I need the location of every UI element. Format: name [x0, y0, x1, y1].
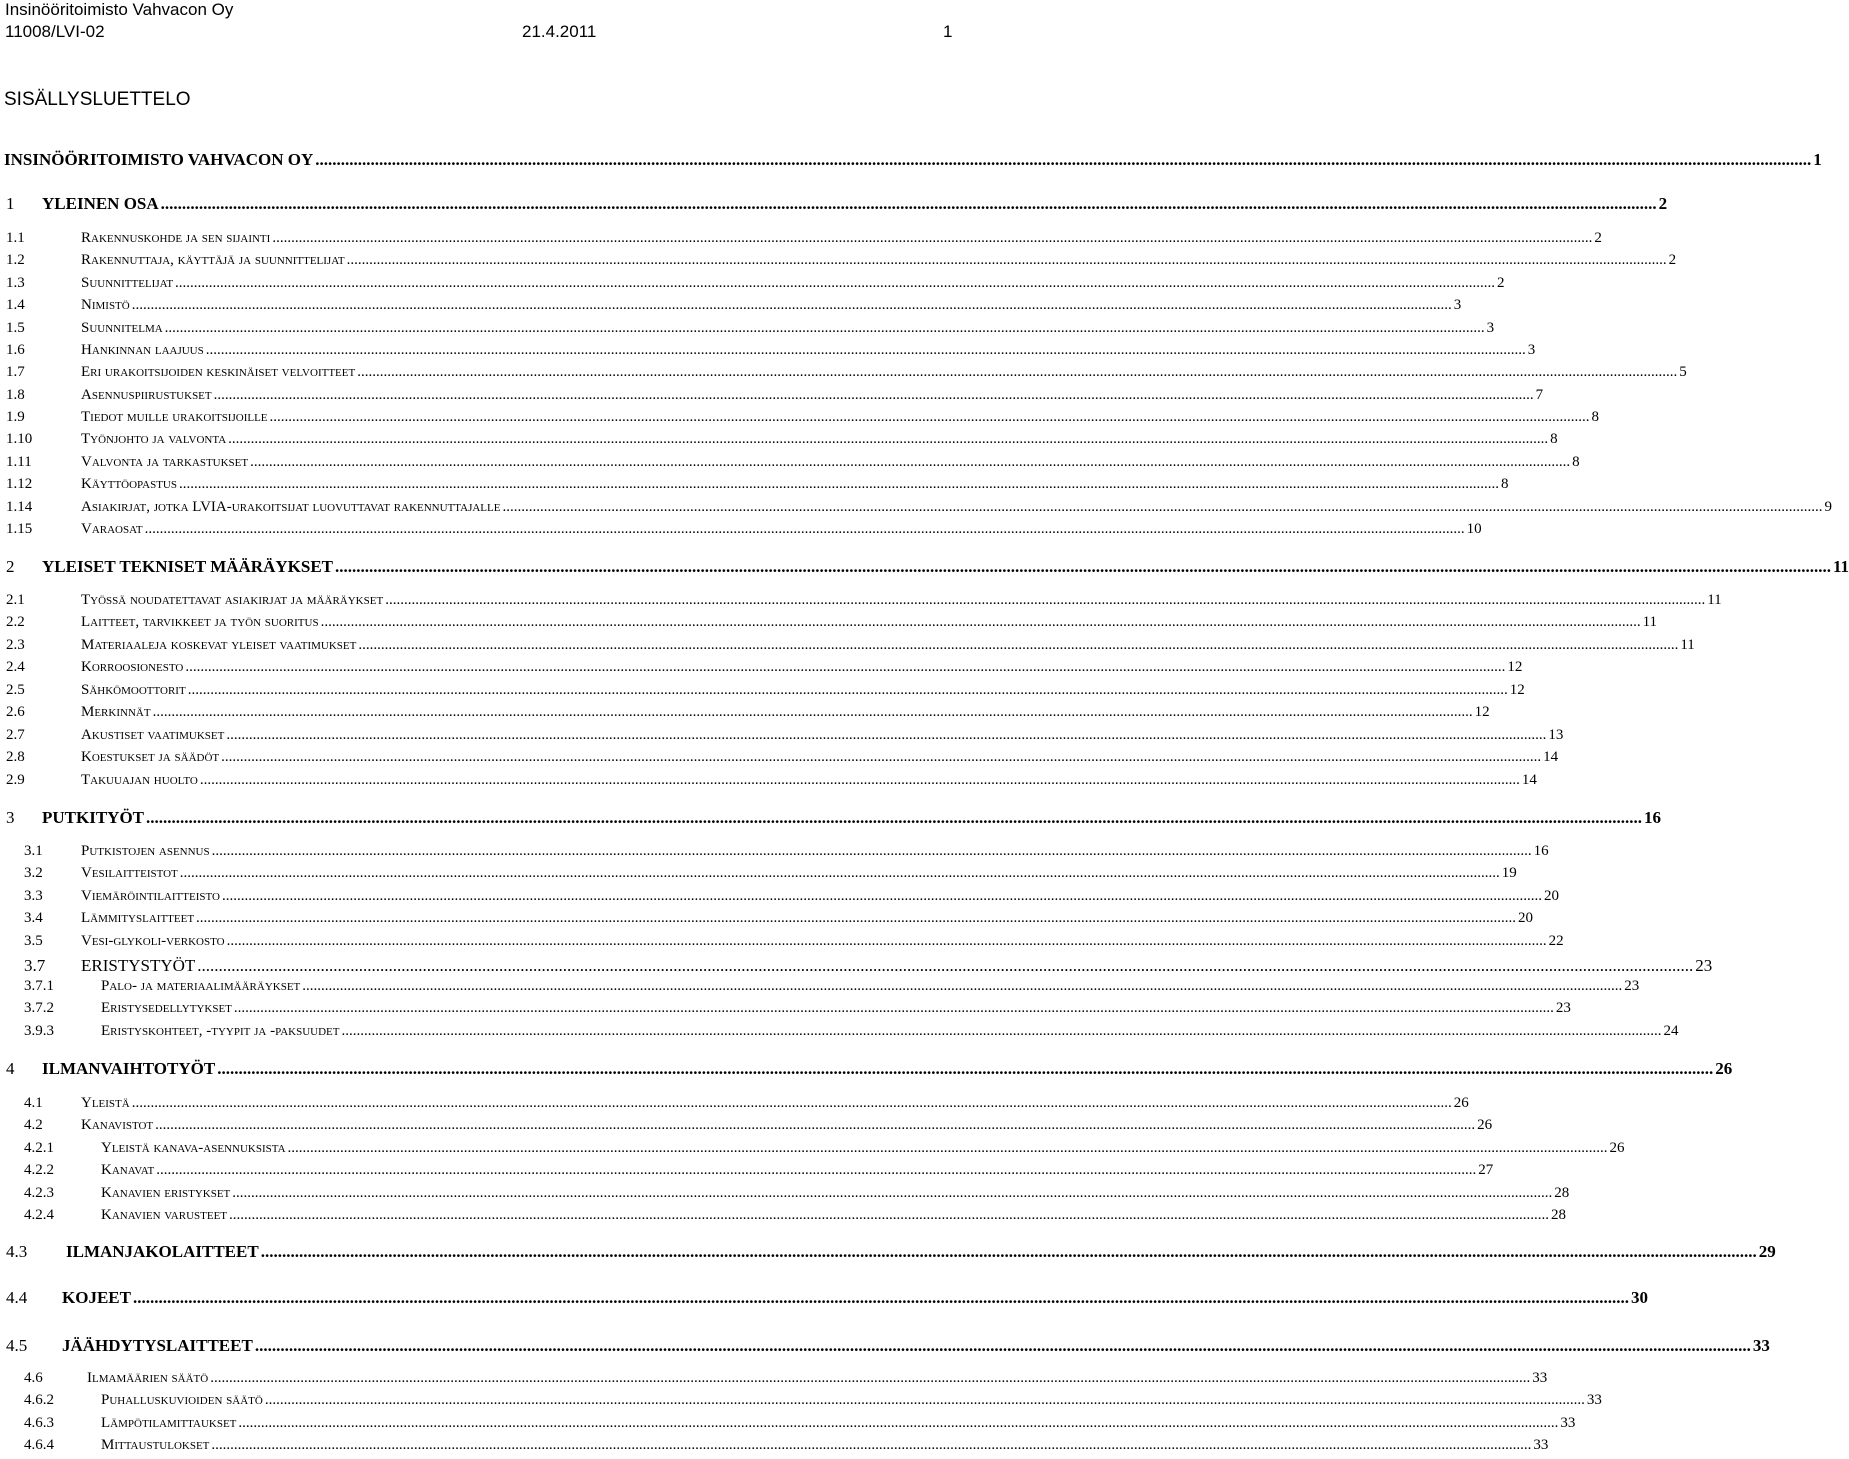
toc-entry-number: 2.8: [6, 749, 25, 765]
toc-leader-dots: [212, 843, 1532, 860]
toc-entry-number: 1.11: [6, 454, 32, 470]
toc-entry-title: Suunnitelma: [81, 320, 163, 336]
toc-entry-title: Eristyskohteet, -tyypit ja -paksuudet: [101, 1023, 340, 1039]
toc-entry-page: 10: [1466, 521, 1482, 537]
toc-entry[interactable]: [0, 275, 1505, 297]
toc-leader-dots: [221, 749, 1541, 766]
toc-leader-dots: [228, 431, 1548, 448]
toc-entry[interactable]: [0, 320, 1495, 342]
toc-entry-page: 11: [1642, 614, 1658, 630]
toc-entry-title: Kanavien eristykset: [101, 1185, 231, 1201]
toc-entry-page: 1: [1813, 150, 1822, 169]
toc-leader-dots: [145, 521, 1465, 538]
toc-leader-dots: [188, 682, 1508, 699]
toc-entry[interactable]: [0, 297, 1462, 319]
toc-entry-number: 3.3: [24, 888, 43, 904]
toc-entry[interactable]: [0, 933, 1564, 955]
toc-entry-number: 1.10: [6, 431, 33, 447]
toc-entry[interactable]: [0, 1415, 1576, 1437]
toc-entry-title: Palo- ja materiaalimääräykset: [101, 978, 301, 994]
toc-entry-number: 1.9: [6, 409, 25, 425]
toc-entry[interactable]: [0, 1207, 1567, 1229]
toc-entry-page: 13: [1548, 727, 1564, 743]
toc-entry-number: 1.5: [6, 320, 25, 336]
toc-entry-page: 16: [1533, 843, 1549, 859]
toc-entry-page: 11: [1707, 592, 1722, 608]
toc-entry[interactable]: [0, 1023, 1679, 1045]
toc-leader-dots: [341, 1023, 1661, 1040]
toc-leader-dots: [132, 1095, 1452, 1112]
toc-entry-number: 1.3: [6, 275, 25, 291]
toc-entry-page: 33: [1752, 1336, 1770, 1355]
toc-entry-page: 20: [1543, 888, 1559, 904]
toc-entry-page: 24: [1663, 1023, 1679, 1039]
toc-entry-number: 4.6.4: [24, 1437, 54, 1453]
toc-entry-page: 23: [1695, 956, 1713, 975]
toc-leader-dots: [133, 1288, 1629, 1308]
toc-entry-title: Asiakirjat, jotka LVIA-urakoitsijat luovuttavat rakennuttajalle: [81, 499, 501, 515]
toc-entry-number: 4.2.2: [24, 1162, 54, 1178]
toc-entry-title: INSINÖÖRITOIMISTO VAHVACON OY: [4, 150, 314, 169]
toc-entry-title: Hankinnan laajuus: [81, 342, 204, 358]
toc-leader-dots: [250, 454, 1570, 471]
toc-entry-page: 30: [1630, 1288, 1648, 1307]
toc-leader-dots: [165, 320, 1485, 337]
toc-entry-page: 14: [1543, 749, 1559, 765]
toc-leader-dots: [222, 888, 1542, 905]
toc-leader-dots: [502, 499, 1822, 516]
toc-leader-dots: [302, 978, 1622, 995]
toc-leader-dots: [161, 194, 1657, 214]
toc-entry[interactable]: [0, 252, 1677, 274]
toc-entry-title: Työnjohto ja valvonta: [81, 431, 227, 447]
toc-entry-page: 26: [1477, 1117, 1493, 1133]
toc-leader-dots: [196, 910, 1516, 927]
toc-entry-number: 3.2: [24, 865, 43, 881]
toc-entry[interactable]: [0, 704, 1490, 726]
toc-entry-title: Nimistö: [81, 297, 130, 313]
toc-entry[interactable]: [0, 1059, 1733, 1081]
toc-entry-number: 1.2: [6, 252, 25, 268]
toc-entry-title: Akustiset vaatimukset: [81, 727, 225, 743]
toc-entry-number: 4: [6, 1059, 15, 1078]
toc-entry-number: 1.6: [6, 342, 25, 358]
toc-entry[interactable]: [0, 1336, 1770, 1358]
toc-entry-page: 2: [1497, 275, 1505, 291]
toc-entry-page: 26: [1609, 1140, 1625, 1156]
toc-leader-dots: [234, 1000, 1554, 1017]
toc-entry-title: Mittaustulokset: [101, 1437, 210, 1453]
toc-entry-number: 2.2: [6, 614, 25, 630]
toc-entry[interactable]: [0, 1162, 1494, 1184]
toc-leader-dots: [261, 1242, 1757, 1262]
toc-entry-number: 4.5: [6, 1336, 28, 1355]
toc-entry-number: 4.6.3: [24, 1415, 54, 1431]
toc-entry-page: 26: [1453, 1095, 1469, 1111]
toc-entry-title: ERISTYSTYÖT: [81, 956, 196, 975]
toc-entry-number: 1.15: [6, 521, 33, 537]
toc-entry[interactable]: [0, 150, 1822, 172]
toc-entry[interactable]: [0, 1288, 1648, 1310]
toc-entry[interactable]: [0, 808, 1662, 830]
toc-entry-page: 12: [1509, 682, 1525, 698]
toc-entry-page: 28: [1554, 1185, 1570, 1201]
toc-entry-page: 28: [1551, 1207, 1567, 1223]
toc-entry-number: 4.2.1: [24, 1140, 54, 1156]
toc-entry-number: 3: [6, 808, 15, 827]
toc-entry[interactable]: [0, 409, 1600, 431]
toc-entry[interactable]: [0, 910, 1534, 932]
toc-entry-page: 11: [1833, 557, 1849, 576]
toc-entry-page: 5: [1679, 364, 1687, 380]
toc-entry-title: Yleistä: [81, 1095, 130, 1111]
toc-entry-number: 4.2.4: [24, 1207, 54, 1223]
toc-entry-page: 7: [1535, 387, 1544, 403]
toc-leader-dots: [232, 1185, 1552, 1202]
toc-entry[interactable]: [0, 659, 1523, 681]
toc-entry-page: 33: [1560, 1415, 1576, 1431]
toc-entry[interactable]: [0, 194, 1668, 216]
toc-entry-page: 22: [1548, 933, 1564, 949]
toc-leader-dots: [288, 1140, 1608, 1157]
toc-entry-page: 29: [1758, 1242, 1776, 1261]
toc-entry-title: Lämpötilamittaukset: [101, 1415, 237, 1431]
toc-entry-number: 4.2.3: [24, 1185, 54, 1201]
toc-entry-number: 3.7: [24, 956, 46, 975]
toc-entry[interactable]: [0, 1140, 1625, 1162]
toc-entry-title: Merkinnät: [81, 704, 151, 720]
toc-entry-page: 33: [1586, 1392, 1602, 1408]
toc-entry-title: Varaosat: [81, 521, 143, 537]
toc-leader-dots: [358, 637, 1678, 654]
toc-leader-dots: [214, 387, 1534, 404]
toc-entry-number: 2.7: [6, 727, 25, 743]
toc-leader-dots: [200, 772, 1520, 789]
toc-entry[interactable]: [0, 1117, 1493, 1139]
toc-entry-title: Sähkömoottorit: [81, 682, 186, 698]
toc-leader-dots: [180, 865, 1500, 882]
toc-leader-dots: [335, 557, 1831, 577]
toc-entry-page: 3: [1486, 320, 1495, 336]
toc-entry-page: 2: [1668, 252, 1677, 268]
toc-entry-title: ILMANVAIHTOTYÖT: [42, 1059, 216, 1078]
toc-entry[interactable]: [0, 978, 1640, 1000]
toc-entry[interactable]: [0, 454, 1580, 476]
toc-entry-title: Korroosionesto: [81, 659, 184, 675]
toc-leader-dots: [153, 704, 1473, 721]
toc-entry-number: 1.1: [6, 230, 25, 246]
page-title: SISÄLLYSLUETTELO: [4, 89, 191, 110]
toc-entry-title: Lämmityslaitteet: [81, 910, 195, 926]
toc-entry-number: 1.8: [6, 387, 25, 403]
toc-leader-dots: [132, 297, 1452, 314]
header-page: 1: [943, 22, 953, 41]
toc-entry[interactable]: [0, 387, 1544, 409]
toc-entry-number: 3.7.1: [24, 978, 54, 994]
toc-entry-page: 8: [1591, 409, 1600, 425]
toc-entry-number: 3.5: [24, 933, 43, 949]
toc-entry[interactable]: [0, 476, 1509, 498]
toc-entry-title: Rakennuttaja, käyttäjä ja suunnittelijat: [81, 252, 345, 268]
toc-entry[interactable]: [0, 843, 1549, 865]
toc-entry[interactable]: [0, 431, 1558, 453]
toc-entry-page: 26: [1715, 1059, 1733, 1078]
toc-leader-dots: [385, 592, 1705, 609]
toc-entry-number: 1.12: [6, 476, 33, 492]
toc-entry-number: 4.6: [24, 1370, 43, 1386]
toc-entry[interactable]: [0, 956, 1713, 978]
toc-entry-page: 8: [1550, 431, 1558, 447]
toc-entry[interactable]: [0, 1000, 1571, 1022]
toc-leader-dots: [185, 659, 1505, 676]
toc-entry[interactable]: [0, 1185, 1570, 1207]
toc-leader-dots: [197, 956, 1693, 976]
toc-entry-title: Asennuspiirustukset: [81, 387, 212, 403]
toc-entry-title: JÄÄHDYTYSLAITTEET: [62, 1336, 253, 1355]
toc-entry[interactable]: [0, 865, 1517, 887]
header-company: Insinööritoimisto Vahvacon Oy: [5, 0, 234, 19]
toc-entry-number: 4.1: [24, 1095, 43, 1111]
toc-leader-dots: [272, 230, 1592, 247]
toc-entry-number: 4.4: [6, 1288, 28, 1307]
toc-entry-title: Koestukset ja säädöt: [81, 749, 220, 765]
toc-entry[interactable]: [0, 682, 1525, 704]
toc-leader-dots: [217, 1059, 1713, 1079]
toc-entry-page: 2: [1594, 230, 1602, 246]
toc-entry[interactable]: [0, 727, 1564, 749]
toc-entry-title: Kanavien varusteet: [101, 1207, 228, 1223]
toc-entry-page: 9: [1824, 499, 1832, 515]
toc-entry-number: 3.7.2: [24, 1000, 54, 1016]
toc-entry-title: YLEINEN OSA: [42, 194, 159, 213]
toc-entry-page: 11: [1680, 637, 1695, 653]
toc-entry-title: Suunnittelijat: [81, 275, 174, 291]
toc-entry-number: 2.1: [6, 592, 25, 608]
toc-entry-number: 3.4: [24, 910, 43, 926]
toc-leader-dots: [156, 1162, 1476, 1179]
toc-entry-number: 2.6: [6, 704, 25, 720]
toc-entry[interactable]: [0, 364, 1687, 386]
toc-entry[interactable]: [0, 1095, 1469, 1117]
toc-entry-title: Tiedot muille urakoitsijoille: [81, 409, 268, 425]
toc-entry-number: 1.7: [6, 364, 25, 380]
header-docnum: 11008/LVI-02: [5, 22, 105, 41]
toc-entry-title: Eristysedellytykset: [101, 1000, 232, 1016]
toc-entry-title: Käyttöopastus: [81, 476, 177, 492]
toc-entry-title: Takuuajan huolto: [81, 772, 198, 788]
toc-entry-title: Yleistä kanava-asennuksista: [101, 1140, 286, 1156]
toc-leader-dots: [315, 150, 1811, 170]
toc-entry-page: 8: [1501, 476, 1509, 492]
toc-entry-title: Kanavistot: [81, 1117, 154, 1133]
toc-entry-page: 14: [1521, 772, 1537, 788]
toc-entry-page: 3: [1453, 297, 1462, 313]
toc-entry-title: Putkistojen asennus: [81, 843, 210, 859]
toc-leader-dots: [238, 1415, 1558, 1432]
toc-entry-title: Vesi-glykoli-verkosto: [81, 933, 225, 949]
toc-leader-dots: [226, 727, 1546, 744]
toc-entry-title: Materiaaleja koskevat yleiset vaatimukset: [81, 637, 357, 653]
toc-entry[interactable]: [0, 521, 1482, 543]
toc-entry-page: 12: [1474, 704, 1490, 720]
toc-entry-title: ILMANJAKOLAITTEET: [66, 1242, 259, 1261]
toc-entry-number: 3.1: [24, 843, 43, 859]
toc-entry[interactable]: [0, 888, 1559, 910]
toc-entry-title: Puhalluskuvioiden säätö: [101, 1392, 263, 1408]
toc-leader-dots: [210, 1370, 1530, 1387]
toc-entry-title: Viemäröintilaitteisto: [81, 888, 220, 904]
toc-leader-dots: [270, 409, 1590, 426]
toc-entry[interactable]: [0, 637, 1695, 659]
toc-leader-dots: [146, 808, 1642, 828]
toc-entry[interactable]: [0, 1437, 1549, 1459]
toc-entry-title: Vesilaitteistot: [81, 865, 178, 881]
toc-entry[interactable]: [0, 342, 1536, 364]
toc-leader-dots: [347, 252, 1667, 269]
toc-entry[interactable]: [0, 592, 1722, 614]
toc-entry-title: Eri urakoitsijoiden keskinäiset velvoitteet: [81, 364, 356, 380]
toc-entry-page: 20: [1518, 910, 1534, 926]
toc-entry[interactable]: [0, 557, 1849, 579]
toc-entry-page: 12: [1507, 659, 1523, 675]
toc-leader-dots: [175, 275, 1495, 292]
toc-entry-page: 33: [1533, 1437, 1549, 1453]
toc-entry[interactable]: [0, 614, 1658, 636]
toc-entry-number: 4.2: [24, 1117, 43, 1133]
toc-entry[interactable]: [0, 1370, 1548, 1392]
toc-entry-title: PUTKITYÖT: [42, 808, 145, 827]
toc-entry[interactable]: [0, 1242, 1776, 1264]
toc-leader-dots: [211, 1437, 1531, 1454]
toc-entry-page: 33: [1532, 1370, 1548, 1386]
toc-entry-number: 2.9: [6, 772, 25, 788]
toc-leader-dots: [206, 342, 1526, 359]
toc-entry-number: 1.14: [6, 499, 33, 515]
toc-entry-number: 4.6.2: [24, 1392, 54, 1408]
toc-entry-page: 27: [1478, 1162, 1494, 1178]
toc-entry-number: 1: [6, 194, 15, 213]
toc-entry-number: 1.4: [6, 297, 25, 313]
toc-entry[interactable]: [0, 499, 1832, 521]
toc-entry-title: Laitteet, tarvikkeet ja työn suoritus: [81, 614, 319, 630]
toc-leader-dots: [229, 1207, 1549, 1224]
toc-entry-title: Työssä noudatettavat asiakirjat ja määräykset: [81, 592, 384, 608]
toc-entry[interactable]: [0, 749, 1559, 771]
toc-entry[interactable]: [0, 230, 1602, 252]
toc-leader-dots: [155, 1117, 1475, 1134]
toc-entry-page: 19: [1501, 865, 1517, 881]
toc-entry-number: 2.3: [6, 637, 25, 653]
toc-entry-page: 16: [1644, 808, 1662, 827]
toc-entry-title: YLEISET TEKNISET MÄÄRÄYKSET: [42, 557, 333, 576]
toc-entry[interactable]: [0, 772, 1537, 794]
toc-entry-number: 2: [6, 557, 15, 576]
toc-leader-dots: [321, 614, 1641, 631]
toc-entry-title: Kanavat: [101, 1162, 155, 1178]
toc-entry-title: Rakennuskohde ja sen sijainti: [81, 230, 271, 246]
toc-entry-page: 2: [1658, 194, 1668, 213]
toc-entry-title: KOJEET: [62, 1288, 131, 1307]
toc-entry-page: 23: [1555, 1000, 1571, 1016]
header-date: 21.4.2011: [522, 22, 597, 41]
toc-entry-title: Ilmamäärien säätö: [87, 1370, 209, 1386]
toc-entry-number: 2.4: [6, 659, 25, 675]
toc-entry-number: 4.3: [6, 1242, 28, 1261]
toc-leader-dots: [179, 476, 1499, 493]
toc-leader-dots: [357, 364, 1677, 381]
toc-entry-number: 3.9.3: [24, 1023, 54, 1039]
toc-leader-dots: [265, 1392, 1585, 1409]
toc-entry-title: Valvonta ja tarkastukset: [81, 454, 249, 470]
toc-leader-dots: [255, 1336, 1751, 1356]
toc-entry-number: 2.5: [6, 682, 25, 698]
toc-leader-dots: [227, 933, 1547, 950]
toc-entry[interactable]: [0, 1392, 1602, 1414]
toc-entry-page: 23: [1624, 978, 1640, 994]
toc-entry-page: 8: [1572, 454, 1580, 470]
toc-entry-page: 3: [1527, 342, 1536, 358]
